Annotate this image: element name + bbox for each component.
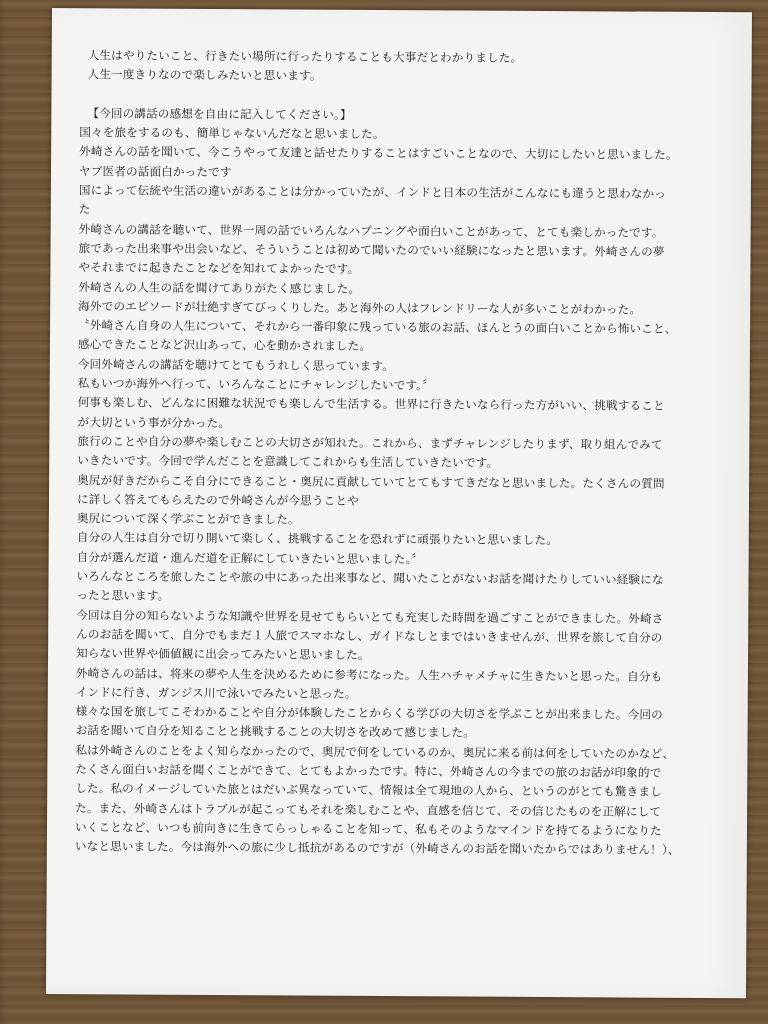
text-line: 今回は自分の知らないような知識や世界を見せてもらいとても充実した時間を過ごすことができました。外崎さ <box>76 607 664 626</box>
text-line: 旅行のことや自分の夢や楽しむことの大切さが知れた。これから、まずチャレンジしたりまず、取り組んでみて <box>77 434 663 452</box>
text-line: んのお話を聞いて、自分でもまだ１人旅でスマホなし、ガイドなしとまではいきませんが、世界を旅して自分の <box>76 627 663 645</box>
text-line: 海外でのエピソードが壮絶すぎてびっくりした。あと海外の人はフレンドリーな人が多いことがわかった。 <box>78 299 642 317</box>
text-line: いきたいです。今回で学んだことを意識してこれからも生活していきたいです。 <box>77 453 499 470</box>
text-line: インドに行き、ガンジス川で泳いでみたいと思った。 <box>75 684 357 701</box>
text-line: に詳しく答えてもらえたので外崎さんが今思うことや <box>76 491 359 508</box>
text-line: 私もいつか海外へ行って、いろんなことにチャレンジしたいです。〞 <box>77 376 434 393</box>
text-line: 奥尻が好きだからこそ自分にできること・奥尻に貢献していてとてもすてきだなと思いました。たくさんの質問 <box>77 472 665 491</box>
text-line: お話を聞いて自分を知ることと挑戦することの大切さを改めて感じました。 <box>75 723 475 740</box>
text-line: 外崎さんの話は、将来の夢や人生を決めるために参考になった。人生ハチャメチャに生きたいと思った。自分も <box>75 665 663 684</box>
text-line: した。私のイメージしていた旅とはだいぶ異なっていて、情報は全て現地の人から、というのがとても驚きまし <box>75 781 662 800</box>
text-line: 今回外崎さんの講話を聴けてとてもうれしく思っています。 <box>77 356 395 373</box>
text-line: 奥尻について深く学ぶことができました。 <box>76 511 300 527</box>
document-body <box>75 46 740 860</box>
text-line: 〝外崎さん自身の人生について、それから一番印象に残っている旅のお話、ほんとうの面白いことから怖いこと、 <box>78 318 677 336</box>
text-line: 私は外崎さんのことをよく知らなかったので、奥尻で何をしているのか、奥尻に来る前は何をしていたのかなど、 <box>75 742 675 761</box>
text-line: いろんなところを旅したことや旅の中にあった出来事など、聞いたことがないお話を聞けたりしていい経験にな <box>76 569 664 587</box>
text-line: 旅であった出来事や出会いなど、そういうことは初めて聞いたのでいい経験になったと思います。外崎さんの夢 <box>78 241 665 259</box>
text-line: 何事も楽しむ、どんなに困難な状況でも楽しんで生活する。世界に行きたいなら行った方がいい、挑戦すること <box>77 395 665 414</box>
text-line: 様々な国を旅してこそわかることや自分が体験したことからくる学びの大切さを学ぶことが出来ました。今回の <box>75 704 663 722</box>
text-line: が大切という事が分かった。 <box>77 414 231 430</box>
text-line: やそれまでに起きたことなどを知れてよかったです。 <box>78 260 360 277</box>
text-line: 人生はやりたいこと、行きたい場所に行ったりすることも大事だとわかりました。 <box>87 48 523 65</box>
text-line: 人生一度きりなので楽しみたいと思います。 <box>87 67 322 83</box>
text-line: 外崎さんの講話を聴いて、世界一周の話でいろんなハプニングや面白いことがあって、とても楽しかったです。 <box>78 221 664 240</box>
text-line: た <box>78 202 91 217</box>
text-line: 国によって伝統や生活の違いがあることは分かっていたが、インドと日本の生活がこんなにも違うと思わなかっ <box>78 183 667 201</box>
text-line: いなと思いました。今は海外への旅に少し抵抗があるのですが（外崎さんのお話を聞いたからではありません！）、 <box>74 839 680 858</box>
text-line: 知らない世界や価値観に出会ってみたいと思いました。 <box>76 646 370 663</box>
text-line: 外崎さんの人生の話を聞けてありがたく感じました。 <box>78 279 361 296</box>
text-line: 自分の人生は自分で切り開いて楽しく、挑戦することを恐れずに頑張りたいと思いました。 <box>76 530 559 548</box>
text-line: ったと思います。 <box>76 588 170 604</box>
text-line: た。また、外崎さんはトラブルが起こってもそれを楽しむことや、直感を信じて、その信じたものを正解にして <box>75 800 662 819</box>
text-line: たくさん面白いお話を聞くことができて、とてもよかったです。特に、外崎さんの今までの旅のお話が印象的で <box>75 762 662 780</box>
text-line: 【今回の講話の感想を自由に記入してください。】 <box>87 106 352 122</box>
text-line: ヤブ医者の話面白かったです <box>78 163 232 179</box>
text-line: 国々を旅をするのも、簡単じゃないんだなと思いました。 <box>79 125 385 142</box>
text-line: 感心できたことなど沢山あって、心を動かされました。 <box>77 337 372 354</box>
paper-sheet <box>46 8 752 998</box>
text-line: いくことなど、いつも前向きに生きてらっしゃることを知って、私もそのようなマインドを持てるようになりた <box>74 820 662 838</box>
text-line: 自分が選んだ道・進んだ道を正解にしていきたいと思いました。〞 <box>76 549 424 566</box>
text-line: 外崎さんの話を聞いて、今こうやって友達と話せたりすることはすごいことなので、大切にしたいと思いました。 <box>79 144 678 163</box>
